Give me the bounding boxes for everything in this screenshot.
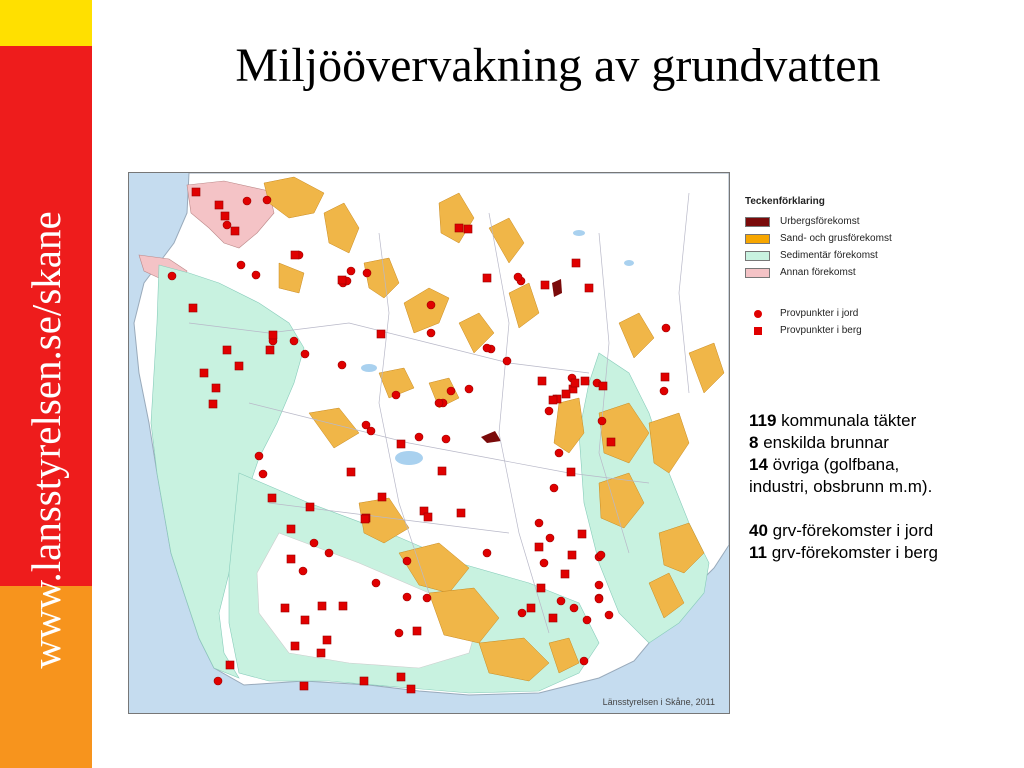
stat-line: 119 kommunala täkter xyxy=(749,411,917,430)
legend-item-sand xyxy=(745,230,965,247)
legend-item-other xyxy=(745,264,965,281)
legend-swatch xyxy=(745,234,770,244)
legend-label: Provpunkter i jord xyxy=(780,308,859,319)
stat-line: industri, obsbrunn m.m). xyxy=(749,477,933,496)
legend-label: Provpunkter i berg xyxy=(780,325,862,336)
map-legend xyxy=(745,196,965,339)
legend-item-rock-points xyxy=(745,322,965,339)
stats-text xyxy=(749,410,1019,564)
legend-title: Teckenförklaring xyxy=(745,196,825,207)
stat-line: 8 enskilda brunnar xyxy=(749,433,889,452)
side-url[interactable]: www.lansstyrelsen.se/skane xyxy=(23,211,69,669)
stat-line: 14 övriga (golfbana, xyxy=(749,455,900,474)
side-band-yellow xyxy=(0,0,92,46)
stat-line: 11 grv-förekomster i berg xyxy=(749,543,938,562)
legend-label: Sedimentär förekomst xyxy=(780,250,878,261)
slide-title: Miljöövervakning av grundvatten xyxy=(235,39,881,92)
square-marker-icon xyxy=(745,327,770,335)
circle-marker-icon xyxy=(745,310,770,318)
legend-label: Annan förekomst xyxy=(780,267,856,278)
groundwater-map xyxy=(128,172,730,714)
map-credit: Länsstyrelsen i Skåne, 2011 xyxy=(602,697,715,707)
legend-swatch xyxy=(745,251,770,261)
legend-swatch xyxy=(745,268,770,278)
legend-item-soil-points xyxy=(745,305,965,322)
legend-swatch xyxy=(745,217,770,227)
legend-item-bedrock xyxy=(745,213,965,230)
stat-line: 40 grv-förekomster i jord xyxy=(749,521,934,540)
legend-label: Sand- och grusförekomst xyxy=(780,233,892,244)
legend-label: Urbergsförekomst xyxy=(780,216,860,227)
legend-item-sediment xyxy=(745,247,965,264)
